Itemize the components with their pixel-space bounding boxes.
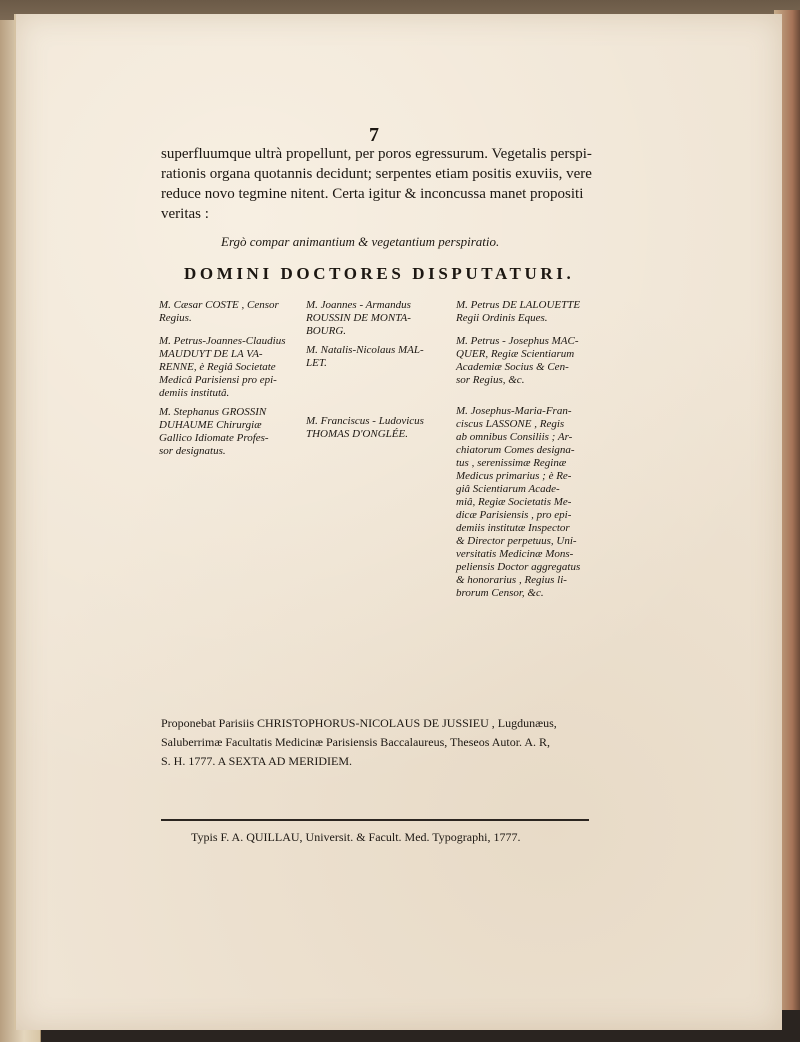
document-page bbox=[14, 14, 782, 1030]
entry-line: QUER, Regiæ Scientiarum bbox=[456, 348, 575, 360]
entry-line: M. Franciscus - Ludovicus bbox=[306, 415, 424, 427]
doctor-entry bbox=[456, 405, 604, 600]
entry-line: demiis institutæ Inspector bbox=[456, 522, 570, 534]
entry-line: sor designatus. bbox=[159, 445, 226, 457]
section-heading: DOMINI DOCTORES DISPUTATURI. bbox=[184, 264, 575, 283]
paragraph-line: reduce novo tegmine nitent. Certa igitur & inconcussa manet propositi bbox=[161, 186, 584, 202]
entry-line: M. Petrus DE LALOUETTE bbox=[456, 299, 581, 311]
entry-line: peliensis Doctor aggregatus bbox=[456, 561, 581, 573]
thesis-statement: Ergò compar animantium & vegetantium perspiratio. bbox=[221, 234, 500, 249]
printer-imprint: Typis F. A. QUILLAU, Universit. & Facult. Med. Typographi, 1777. bbox=[191, 830, 521, 844]
proposition-block bbox=[161, 714, 601, 771]
entry-line: ROUSSIN DE MONTA- bbox=[306, 312, 411, 324]
doctor-entry bbox=[159, 299, 299, 325]
entry-line: & Director perpetuus, Uni- bbox=[456, 535, 577, 547]
entry-line: DUHAUME Chirurgiæ bbox=[159, 419, 262, 431]
doctor-entry bbox=[456, 299, 604, 325]
horizontal-rule bbox=[161, 819, 589, 821]
doctor-entry bbox=[306, 299, 450, 338]
proposition-line: Saluberrimæ Facultatis Medicinæ Parisiensis Baccalaureus, Theseos Autor. A. R, bbox=[161, 735, 551, 749]
entry-line: & honorarius , Regius li- bbox=[456, 574, 567, 586]
doctor-entry bbox=[159, 335, 299, 400]
entry-line: MAUDUYT DE LA VA- bbox=[159, 348, 263, 360]
entry-line: M. Josephus-Maria-Fran- bbox=[456, 405, 572, 417]
doctors-column-3 bbox=[456, 299, 604, 610]
entry-line: tus , serenissimæ Reginæ bbox=[456, 457, 567, 469]
entry-line: chiatorum Comes designa- bbox=[456, 444, 575, 456]
entry-line: M. Petrus - Josephus MAC- bbox=[456, 335, 579, 347]
entry-line: BOURG. bbox=[306, 325, 347, 337]
doctor-entry bbox=[159, 406, 299, 458]
entry-line: Medicus primarius ; è Re- bbox=[456, 470, 572, 482]
paragraph-line: veritas : bbox=[161, 206, 209, 222]
entry-line: Regii Ordinis Eques. bbox=[456, 312, 548, 324]
entry-line: M. Joannes - Armandus bbox=[306, 299, 411, 311]
entry-line: M. Natalis-Nicolaus MAL- bbox=[306, 344, 424, 356]
paragraph-line: rationis organa quotannis decidunt; serpentes etiam positis exuviis, vere bbox=[161, 166, 592, 182]
entry-line: versitatis Medicinæ Mons- bbox=[456, 548, 574, 560]
entry-line: THOMAS D'ONGLÉE. bbox=[306, 428, 408, 440]
entry-line: Gallico Idiomate Profes- bbox=[159, 432, 269, 444]
entry-line: M. Cæsar COSTE , Censor bbox=[159, 299, 279, 311]
entry-line: RENNE, è Regiâ Societate bbox=[159, 361, 276, 373]
entry-line: giâ Scientiarum Acade- bbox=[456, 483, 560, 495]
body-paragraph bbox=[161, 144, 593, 224]
entry-line: dicæ Parisiensis , pro epi- bbox=[456, 509, 572, 521]
doctors-column-2 bbox=[306, 299, 450, 451]
entry-line: Academiæ Socius & Cen- bbox=[456, 361, 569, 373]
doctor-entry bbox=[306, 415, 450, 441]
entry-line: miâ, Regiæ Societatis Me- bbox=[456, 496, 572, 508]
entry-line: brorum Censor, &c. bbox=[456, 587, 544, 599]
entry-line: ciscus LASSONE , Regis bbox=[456, 418, 565, 430]
page-number: 7 bbox=[369, 124, 379, 146]
entry-line: M. Petrus-Joannes-Claudius bbox=[159, 335, 286, 347]
entry-line: M. Stephanus GROSSIN bbox=[159, 406, 267, 418]
entry-line: sor Regius, &c. bbox=[456, 374, 525, 386]
proposition-line: S. H. 1777. A SEXTA AD MERIDIEM. bbox=[161, 754, 353, 768]
doctors-column-1 bbox=[159, 299, 299, 468]
entry-line: LET. bbox=[306, 357, 327, 369]
proposition-line: Proponebat Parisiis CHRISTOPHORUS-NICOLAUS DE JUSSIEU , Lugdunæus, bbox=[161, 716, 557, 730]
doctor-entry bbox=[456, 335, 604, 387]
doctor-entry bbox=[306, 344, 450, 370]
entry-line: Regius. bbox=[159, 312, 192, 324]
entry-line: ab omnibus Consiliis ; Ar- bbox=[456, 431, 573, 443]
entry-line: demiis institutâ. bbox=[159, 387, 230, 399]
entry-line: Medicâ Parisiensi pro epi- bbox=[159, 374, 277, 386]
paragraph-line: superfluumque ultrà propellunt, per poros egressurum. Vegetalis perspi- bbox=[161, 146, 592, 162]
